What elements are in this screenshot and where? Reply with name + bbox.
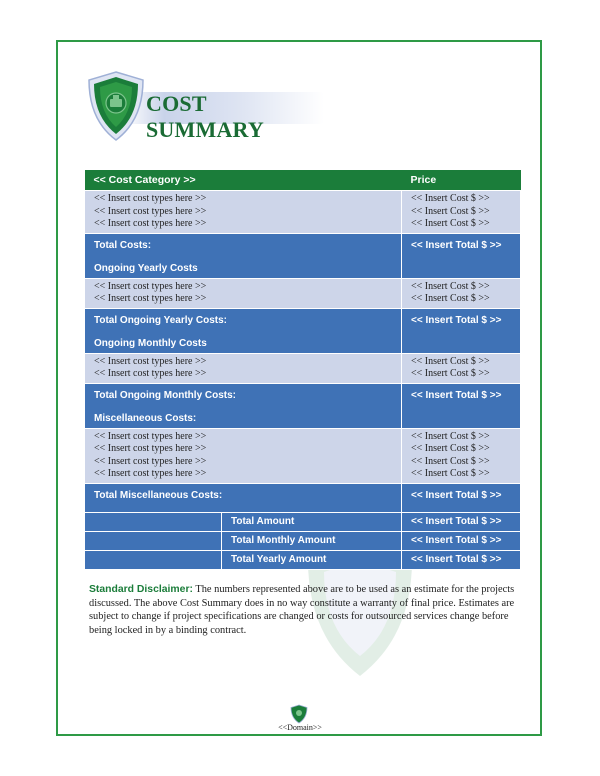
subtotal-value[interactable]: << Insert Total $ >>	[411, 314, 502, 326]
summary-label: Total Amount	[222, 512, 402, 531]
table-header-row	[85, 170, 521, 191]
cost-value-cell[interactable]: << Insert Cost $ >>	[411, 468, 490, 479]
summary-value[interactable]: << Insert Total $ >>	[402, 531, 521, 550]
footer-domain[interactable]: <<Domain>>	[278, 723, 322, 732]
summary-row-monthly-amount	[85, 531, 521, 550]
cost-value-cell[interactable]: << Insert Cost $ >>	[411, 430, 490, 442]
shield-emblem-icon	[86, 70, 146, 142]
subtotal-label: Total Miscellaneous Costs:	[94, 489, 223, 501]
subtotal-value[interactable]: << Insert Total $ >>	[411, 389, 502, 401]
cost-value-cell[interactable]: << Insert Cost $ >>	[411, 280, 490, 292]
summary-label: Total Yearly Amount	[222, 550, 402, 569]
subtotal-value[interactable]: << Insert Total $ >>	[411, 239, 502, 251]
header-cost-category: << Cost Category >>	[85, 170, 402, 191]
subtotal-row	[85, 383, 521, 428]
cost-type-cell[interactable]: << Insert cost types here >>	[94, 293, 207, 304]
cost-items-row	[85, 428, 521, 483]
footer-shield-icon	[290, 704, 308, 724]
subtotal-row	[85, 308, 521, 353]
cost-value-cell[interactable]: << Insert Cost $ >>	[411, 193, 490, 204]
cost-type-cell[interactable]: << Insert cost types here >>	[94, 355, 207, 367]
cost-summary-table	[84, 170, 521, 570]
cost-type-cell[interactable]: << Insert cost types here >>	[94, 443, 207, 454]
summary-row-total-amount	[85, 512, 521, 531]
cost-type-cell[interactable]: << Insert cost types here >>	[94, 193, 207, 204]
cost-value-cell[interactable]: << Insert Cost $ >>	[411, 455, 490, 467]
header-price: Price	[402, 170, 521, 191]
cost-type-cell[interactable]: << Insert cost types here >>	[94, 205, 207, 217]
cost-type-cell[interactable]: << Insert cost types here >>	[94, 430, 207, 442]
cost-value-cell[interactable]: << Insert Cost $ >>	[411, 205, 490, 217]
disclaimer-lead: Standard Disclaimer:	[89, 584, 193, 595]
section-heading: Ongoing Monthly Costs	[94, 337, 207, 349]
cost-items-row	[85, 278, 521, 308]
disclaimer-body: The numbers represented above are to be used as an estimate for the projects discussed. The above Cost Summary does in no way constitute a warranty of final price. Estimates are subject to change if project specifications are changed or costs for outsourced services change before being locked in by a binding contract.	[89, 584, 515, 636]
cost-value-cell[interactable]: << Insert Cost $ >>	[411, 355, 490, 367]
cost-value-cell[interactable]: << Insert Cost $ >>	[411, 443, 490, 454]
document-header	[86, 70, 326, 142]
cost-items-row	[85, 191, 521, 234]
cost-value-cell[interactable]: << Insert Cost $ >>	[411, 293, 490, 304]
subtotal-label: Total Ongoing Yearly Costs:	[94, 314, 227, 326]
cost-type-cell[interactable]: << Insert cost types here >>	[94, 455, 207, 467]
subtotal-row	[85, 233, 521, 278]
summary-value[interactable]: << Insert Total $ >>	[402, 512, 521, 531]
standard-disclaimer	[89, 583, 519, 637]
subtotal-value[interactable]: << Insert Total $ >>	[411, 489, 502, 501]
page-title: COST SUMMARY	[146, 91, 264, 142]
section-heading: Miscellaneous Costs:	[94, 412, 197, 424]
cost-type-cell[interactable]: << Insert cost types here >>	[94, 468, 207, 479]
cost-type-cell[interactable]: << Insert cost types here >>	[94, 280, 207, 292]
subtotal-label: Total Costs:	[94, 239, 152, 251]
subtotal-row	[85, 483, 521, 512]
subtotal-label: Total Ongoing Monthly Costs:	[94, 389, 237, 401]
cost-type-cell[interactable]: << Insert cost types here >>	[94, 218, 207, 229]
cost-value-cell[interactable]: << Insert Cost $ >>	[411, 218, 490, 229]
summary-value[interactable]: << Insert Total $ >>	[402, 550, 521, 569]
cost-type-cell[interactable]: << Insert cost types here >>	[94, 368, 207, 379]
cost-items-row	[85, 353, 521, 383]
section-heading: Ongoing Yearly Costs	[94, 262, 198, 274]
summary-label: Total Monthly Amount	[222, 531, 402, 550]
cost-value-cell[interactable]: << Insert Cost $ >>	[411, 368, 490, 379]
summary-row-yearly-amount	[85, 550, 521, 569]
